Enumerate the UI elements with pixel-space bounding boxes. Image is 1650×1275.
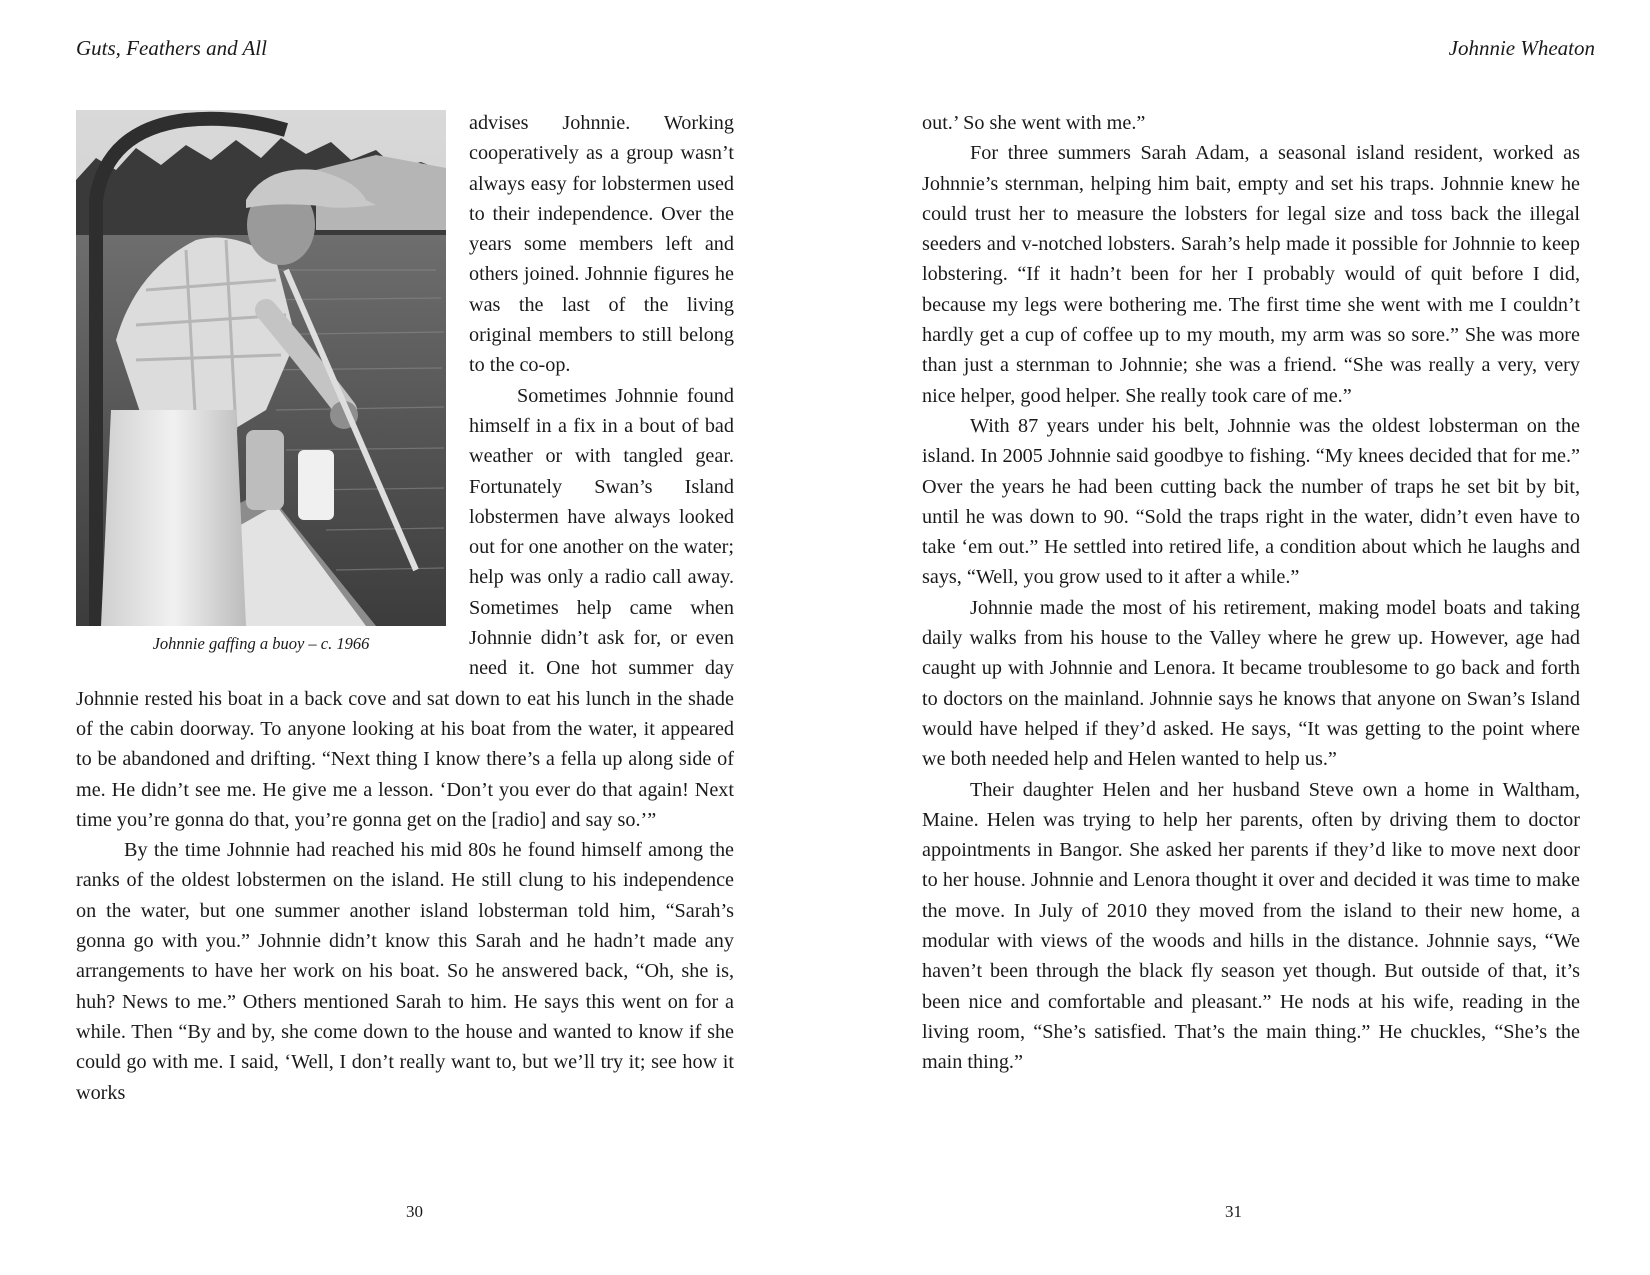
left-text-block (76, 108, 734, 1108)
lobsterman-photo (76, 110, 446, 626)
right-text-block (922, 108, 1580, 1078)
paragraph: Sometimes Johnnie found himself in a fix in a bout of bad weather or with tangled gear. Fortunately Swan’s Island lobstermen have always looked out for one another on the water; help was only a radio call away. Sometimes help came when Johnnie didn’t ask for, or even need it. One hot summer day Johnnie rested his boat in a back cove and sat down to eat his lunch in the shade of the cabin doorway. To anyone looking at his boat from the water, it appeared to be abandoned and drifting. “Next thing I know there’s a fella up along side of me. He didn’t see me. He give me a lesson. ‘Don’t you ever do that again! Next time you’re gonna do that, you’re gonna get on the [radio] and say so.’” (76, 384, 734, 831)
running-head-chapter-title: Johnnie Wheaton (1448, 36, 1595, 60)
page-number: 30 (406, 1202, 423, 1221)
photo-figure (76, 110, 446, 654)
paragraph: Their daughter Helen and her husband Steve own a home in Waltham, Maine. Helen was trying to help her parents, often by driving them to doctor appointments in Bangor. She asked her parents if they’d like to move next door to her house. Johnnie and Lenora thought it over and decided it was time to make the move. In July of 2010 they moved from the island to their new home, a modular with views of the woods and hills in the distance. Johnnie says, “We haven’t been through the black fly season yet though. But outside of that, it’s been nice and comfortable and pleasant.” He nods at his wife, reading in the living room, “She’s satisfied. That’s the main thing.” He chuckles, “She’s the main thing.” (922, 778, 1580, 1074)
paragraph: By the time Johnnie had reached his mid 80s he found himself among the ranks of the oldest lobstermen on the island. He still clung to his independence on the water, but one summer another island lobsterman told him, “Sarah’s gonna go with you.” Johnnie didn’t know this Sarah and he hadn’t made any arrangements to have her work on his boat. So he answered back, “Oh, she is, huh? News to me.” Others mentioned Sarah to him. He says this went on for a while. Then “By and by, she come down to the house and wanted to know if she could go with me. I said, ‘Well, I don’t really want to, but we’ll try it; see how it works (76, 839, 734, 1104)
paragraph: advises Johnnie. Working cooperatively as a group wasn’t always easy for lobstermen used to their independence. Over the years some members left and others joined. Johnnie figures he was the last of the living original members to still belong to the co-op. (469, 112, 734, 377)
paragraph: Johnnie made the most of his retirement, making model boats and taking daily walks from his house to the Valley where he grew up. However, age had caught up with Johnnie and Lenora. It became troublesome to go back and forth to doctors on the mainland. Johnnie says he knows that anyone on Swan’s Island would have helped if they’d asked. He says, “It was getting to the point where we both needed help and Helen wanted to help us.” (922, 596, 1580, 771)
page-number: 31 (1225, 1202, 1242, 1221)
photo-caption: Johnnie gaffing a buoy – c. 1966 (152, 634, 370, 653)
paragraph: With 87 years under his belt, Johnnie was the oldest lobsterman on the island. In 2005 Johnnie said goodbye to fishing. “My knees decided that for me.” Over the years he had been cutting back the number of traps he set bit by bit, until he was down to 90. “Sold the traps right in the water, didn’t even have to take ‘em out.” He settled into retired life, a condition about which he laughs and says, “Well, you grow used to it after a while.” (922, 414, 1580, 589)
running-head-book-title: Guts, Feathers and All (76, 36, 267, 60)
paragraph: For three summers Sarah Adam, a seasonal island resident, worked as Johnnie’s sternman, helping him bait, empty and set his traps. Johnnie knew he could trust her to measure the lobsters for legal size and toss back the illegal seeders and v-notched lobsters. Sarah’s help made it possible for Johnnie to keep lobstering. “If it hadn’t been for her I probably would of quit before I did, because my legs were bothering me. The first time she went with me I couldn’t hardly get a cup of coffee up to my mouth, my arm was so sore.” She was more than just a sternman to Johnnie; she was a friend. “She was really a very, very nice helper, good helper. She really took care of me.” (922, 142, 1580, 407)
paragraph: out.’ So she went with me.” (922, 112, 1146, 134)
right-page (825, 0, 1650, 1275)
